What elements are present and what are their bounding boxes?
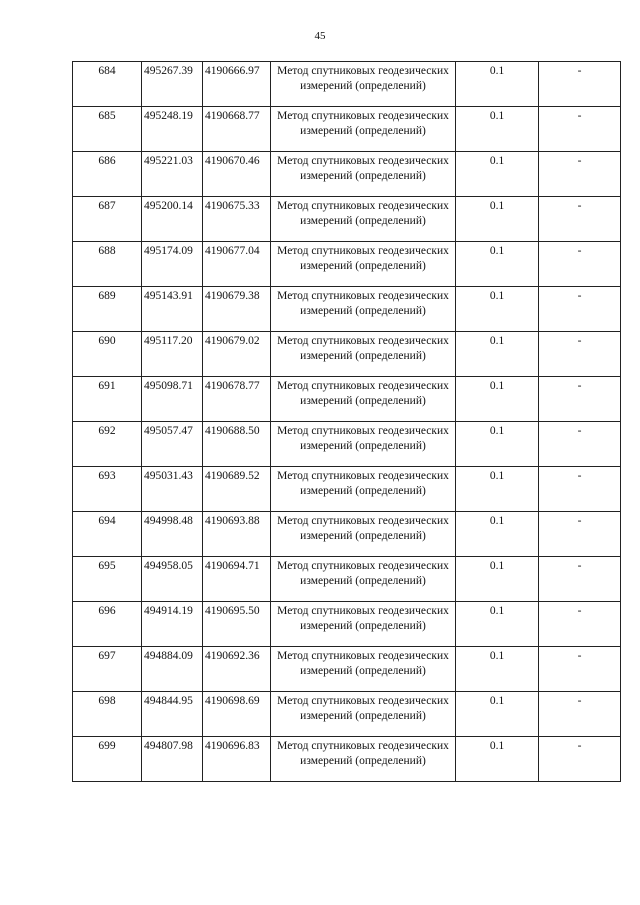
y-coordinate-cell: 4190695.50 [203,602,271,647]
y-coordinate-cell: 4190668.77 [203,107,271,152]
note-cell: - [539,242,621,287]
table-row [73,332,621,377]
table-row [73,557,621,602]
x-coordinate-cell: 495098.71 [142,377,203,422]
y-coordinate-cell: 4190679.38 [203,287,271,332]
y-coordinate-cell: 4190689.52 [203,467,271,512]
point-number-cell: 686 [73,152,142,197]
x-coordinate-cell: 494998.48 [142,512,203,557]
note-cell: - [539,467,621,512]
x-coordinate-cell: 495117.20 [142,332,203,377]
accuracy-cell: 0.1 [456,467,539,512]
y-coordinate-cell: 4190688.50 [203,422,271,467]
note-cell: - [539,557,621,602]
y-coordinate-cell: 4190666.97 [203,62,271,107]
method-cell: Метод спутниковых геодезических измерений (определений) [271,332,456,377]
note-cell: - [539,152,621,197]
point-number-cell: 689 [73,287,142,332]
method-cell: Метод спутниковых геодезических измерений (определений) [271,512,456,557]
x-coordinate-cell: 495200.14 [142,197,203,242]
accuracy-cell: 0.1 [456,332,539,377]
x-coordinate-cell: 494807.98 [142,737,203,782]
table-row [73,602,621,647]
point-number-cell: 685 [73,107,142,152]
x-coordinate-cell: 495267.39 [142,62,203,107]
table-row [73,737,621,782]
x-coordinate-cell: 494884.09 [142,647,203,692]
accuracy-cell: 0.1 [456,602,539,647]
table-row [73,377,621,422]
x-coordinate-cell: 495143.91 [142,287,203,332]
y-coordinate-cell: 4190679.02 [203,332,271,377]
note-cell: - [539,332,621,377]
note-cell: - [539,287,621,332]
x-coordinate-cell: 494958.05 [142,557,203,602]
method-cell: Метод спутниковых геодезических измерений (определений) [271,557,456,602]
x-coordinate-cell: 495221.03 [142,152,203,197]
accuracy-cell: 0.1 [456,197,539,242]
point-number-cell: 699 [73,737,142,782]
accuracy-cell: 0.1 [456,647,539,692]
note-cell: - [539,107,621,152]
accuracy-cell: 0.1 [456,242,539,287]
accuracy-cell: 0.1 [456,422,539,467]
y-coordinate-cell: 4190670.46 [203,152,271,197]
note-cell: - [539,512,621,557]
accuracy-cell: 0.1 [456,692,539,737]
y-coordinate-cell: 4190675.33 [203,197,271,242]
accuracy-cell: 0.1 [456,107,539,152]
table-row [73,287,621,332]
table-row [73,107,621,152]
table-row [73,62,621,107]
method-cell: Метод спутниковых геодезических измерений (определений) [271,692,456,737]
x-coordinate-cell: 495057.47 [142,422,203,467]
point-number-cell: 698 [73,692,142,737]
point-number-cell: 694 [73,512,142,557]
accuracy-cell: 0.1 [456,377,539,422]
table-row [73,152,621,197]
coordinates-table-body [73,62,621,782]
point-number-cell: 691 [73,377,142,422]
y-coordinate-cell: 4190694.71 [203,557,271,602]
accuracy-cell: 0.1 [456,512,539,557]
point-number-cell: 697 [73,647,142,692]
x-coordinate-cell: 494844.95 [142,692,203,737]
point-number-cell: 690 [73,332,142,377]
table-row [73,467,621,512]
method-cell: Метод спутниковых геодезических измерений (определений) [271,737,456,782]
note-cell: - [539,737,621,782]
method-cell: Метод спутниковых геодезических измерений (определений) [271,62,456,107]
method-cell: Метод спутниковых геодезических измерений (определений) [271,647,456,692]
method-cell: Метод спутниковых геодезических измерений (определений) [271,152,456,197]
method-cell: Метод спутниковых геодезических измерений (определений) [271,197,456,242]
y-coordinate-cell: 4190696.83 [203,737,271,782]
y-coordinate-cell: 4190677.04 [203,242,271,287]
method-cell: Метод спутниковых геодезических измерений (определений) [271,242,456,287]
table-row [73,512,621,557]
accuracy-cell: 0.1 [456,62,539,107]
y-coordinate-cell: 4190693.88 [203,512,271,557]
coordinates-table [72,61,621,782]
table-row [73,242,621,287]
note-cell: - [539,692,621,737]
note-cell: - [539,377,621,422]
table-row [73,197,621,242]
note-cell: - [539,647,621,692]
x-coordinate-cell: 495248.19 [142,107,203,152]
method-cell: Метод спутниковых геодезических измерений (определений) [271,467,456,512]
point-number-cell: 684 [73,62,142,107]
point-number-cell: 693 [73,467,142,512]
y-coordinate-cell: 4190678.77 [203,377,271,422]
note-cell: - [539,62,621,107]
method-cell: Метод спутниковых геодезических измерений (определений) [271,422,456,467]
note-cell: - [539,602,621,647]
note-cell: - [539,197,621,242]
x-coordinate-cell: 494914.19 [142,602,203,647]
accuracy-cell: 0.1 [456,287,539,332]
method-cell: Метод спутниковых геодезических измерений (определений) [271,602,456,647]
accuracy-cell: 0.1 [456,557,539,602]
page-number: 45 [314,30,326,42]
point-number-cell: 696 [73,602,142,647]
point-number-cell: 687 [73,197,142,242]
table-row [73,422,621,467]
table-row [73,692,621,737]
y-coordinate-cell: 4190692.36 [203,647,271,692]
x-coordinate-cell: 495174.09 [142,242,203,287]
accuracy-cell: 0.1 [456,737,539,782]
point-number-cell: 688 [73,242,142,287]
point-number-cell: 695 [73,557,142,602]
method-cell: Метод спутниковых геодезических измерений (определений) [271,377,456,422]
y-coordinate-cell: 4190698.69 [203,692,271,737]
point-number-cell: 692 [73,422,142,467]
note-cell: - [539,422,621,467]
x-coordinate-cell: 495031.43 [142,467,203,512]
accuracy-cell: 0.1 [456,152,539,197]
method-cell: Метод спутниковых геодезических измерений (определений) [271,107,456,152]
table-row [73,647,621,692]
method-cell: Метод спутниковых геодезических измерений (определений) [271,287,456,332]
